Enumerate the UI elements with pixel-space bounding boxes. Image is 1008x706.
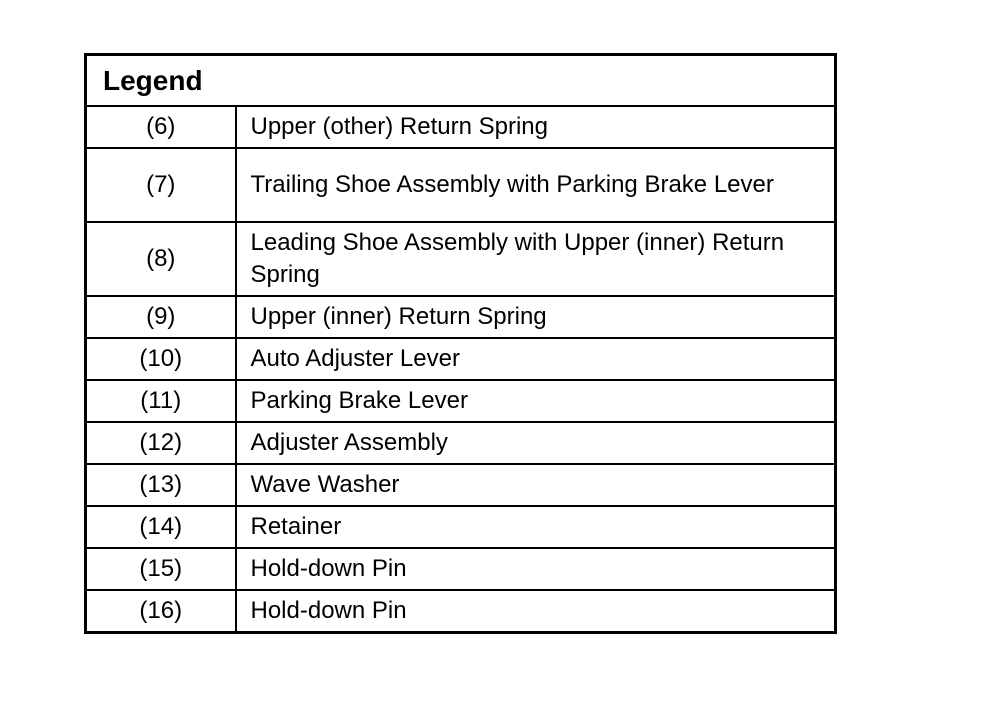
- legend-row: [86, 148, 836, 222]
- legend-description: Parking Brake Lever: [236, 380, 836, 422]
- legend-description: Upper (other) Return Spring: [236, 106, 836, 148]
- legend-number: (13): [86, 464, 236, 506]
- legend-title: Legend: [86, 55, 836, 107]
- legend-description: Adjuster Assembly: [236, 422, 836, 464]
- legend-description: Upper (inner) Return Spring: [236, 296, 836, 338]
- legend-row: [86, 222, 836, 296]
- legend-description: Wave Washer: [236, 464, 836, 506]
- legend-number: (6): [86, 106, 236, 148]
- legend-row: [86, 506, 836, 548]
- legend-description: Hold-down Pin: [236, 590, 836, 633]
- legend-description: Trailing Shoe Assembly with Parking Brake Lever: [236, 148, 836, 222]
- legend-number: (16): [86, 590, 236, 633]
- legend-table: [84, 53, 837, 634]
- legend-row: [86, 422, 836, 464]
- legend-description: Auto Adjuster Lever: [236, 338, 836, 380]
- legend-number: (14): [86, 506, 236, 548]
- legend-number: (11): [86, 380, 236, 422]
- legend-description: Retainer: [236, 506, 836, 548]
- legend-description: Leading Shoe Assembly with Upper (inner) Return Spring: [236, 222, 836, 296]
- legend-number: (12): [86, 422, 236, 464]
- legend-row: [86, 380, 836, 422]
- legend-body: [86, 55, 836, 633]
- legend-row: [86, 106, 836, 148]
- legend-title-row: [86, 55, 836, 107]
- legend-number: (10): [86, 338, 236, 380]
- legend-number: (15): [86, 548, 236, 590]
- legend-row: [86, 464, 836, 506]
- legend-row: [86, 338, 836, 380]
- legend-row: [86, 548, 836, 590]
- legend-number: (9): [86, 296, 236, 338]
- legend-description: Hold-down Pin: [236, 548, 836, 590]
- legend-number: (7): [86, 148, 236, 222]
- legend-number: (8): [86, 222, 236, 296]
- legend-row: [86, 296, 836, 338]
- legend-row: [86, 590, 836, 633]
